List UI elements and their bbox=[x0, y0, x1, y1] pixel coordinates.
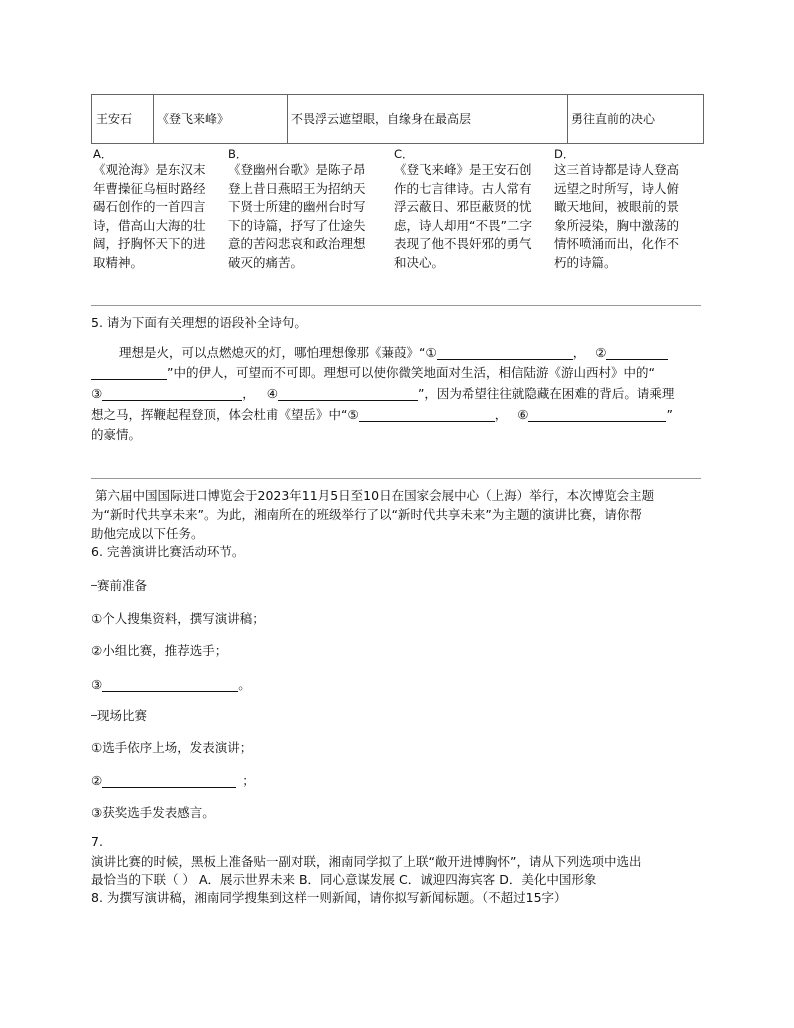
blank-2[interactable] bbox=[606, 345, 668, 360]
option-text-line: 虑，诗人却用“不畏”二字 bbox=[394, 217, 532, 233]
q5-line-1: 理想是火，可以点燃熄灭的灯，哪怕理想像那《蒹葭》“① ， ② bbox=[119, 343, 668, 361]
q6-pre-item-1: ①个人搜集资料，撰写演讲稿； bbox=[91, 611, 265, 626]
q6-live-item-2: ② ； bbox=[91, 773, 255, 788]
q7-line-1: 演讲比赛的时候，黑板上准备贴一副对联，湘南同学拟了上联“敞开进博胸怀”，请从下列选项中选出 bbox=[91, 854, 642, 869]
intro-line-2: 为“新时代共享未来”。为此，湘南所在的班级举行了以“新时代共享未来”为主题的演讲比赛，请你帮 bbox=[91, 507, 642, 522]
option-text-line: 下的诗篇，抒写了仕途失 bbox=[228, 217, 366, 233]
blank-4[interactable] bbox=[278, 386, 418, 401]
option-letter: C． bbox=[394, 147, 414, 161]
option-text-line: 《登幽州台歌》是陈子昂 bbox=[228, 162, 366, 177]
intro-line-3: 助他完成以下任务。 bbox=[91, 526, 204, 541]
option-text-line: 诗，借高山大海的壮 bbox=[93, 217, 206, 233]
option-text-line: 象所浸染，胸中激荡的 bbox=[554, 217, 680, 233]
q5-line-2: ”中的伊人，可望而不可即。理想可以使你微笑地面对生活，相信陆游《游山西村》中的“ bbox=[91, 363, 655, 381]
option-text-line: 年曹操征乌桓时路经 bbox=[93, 180, 206, 196]
blank-6[interactable] bbox=[528, 407, 666, 422]
option-d[interactable] bbox=[554, 148, 694, 272]
option-c[interactable] bbox=[394, 148, 550, 272]
q6-live-item-3: ③获奖选手发表感言。 bbox=[91, 805, 215, 820]
q6-pre-item-3: ③ 。 bbox=[91, 677, 251, 692]
option-letter: B． bbox=[228, 147, 248, 161]
option-text-line: 情怀喷涌而出，化作不 bbox=[554, 236, 680, 251]
option-text-line: 意的苦闷悲哀和政治理想 bbox=[228, 236, 366, 251]
option-text-line: 《登飞来峰》是王安石创 bbox=[394, 162, 532, 177]
poem-table-row bbox=[91, 94, 704, 144]
blank-3[interactable] bbox=[102, 386, 242, 401]
table-cell-meaning: 勇往直前的决心 bbox=[571, 112, 656, 126]
q7-line-2: 最恰当的下联（ ） A．展示世界未来 B．同心意谋发展 C．诚迎四海宾客 D．美化中国形象 bbox=[91, 872, 597, 887]
option-text-line: 下贤士所建的幽州台时写 bbox=[228, 199, 366, 214]
blank-5[interactable] bbox=[359, 407, 495, 422]
table-cell-author: 王安石 bbox=[92, 95, 154, 143]
q6-section-live: 现场比赛 bbox=[91, 706, 147, 724]
q5-line-5: 的豪情。 bbox=[91, 427, 142, 442]
blank-live-2[interactable] bbox=[102, 773, 236, 788]
option-text-line: 登上昔日燕昭王为招纳天 bbox=[228, 180, 366, 196]
option-text-line: 和决心。 bbox=[394, 254, 445, 270]
option-text-line: 《观沧海》是东汉末 bbox=[93, 162, 206, 177]
table-cell-title: 《登飞来峰》 bbox=[154, 95, 288, 143]
option-text-line: 破灭的痛苦。 bbox=[228, 254, 304, 270]
option-text-line: 浮云蔽日、邪臣蔽贤的忧 bbox=[394, 199, 532, 214]
q8-line-1: 8. 为撰写演讲稿，湘南同学搜集到这样一则新闻，请你拟写新闻标题。（不超过15字） bbox=[91, 890, 567, 905]
q6-section-pre: 赛前准备 bbox=[91, 576, 147, 594]
option-text-line: 这三首诗都是诗人登高 bbox=[554, 162, 680, 177]
option-text-line: 作的七言律诗。古人常有 bbox=[394, 180, 532, 196]
q5-line-4: 想之马，挥鞭起程登顶，体会杜甫《望岳》中“⑤ ， ⑥ ” bbox=[91, 407, 673, 422]
table-cell-line: 不畏浮云遮望眼，自缘身在最高层 bbox=[288, 95, 568, 143]
section-divider bbox=[91, 478, 701, 479]
q6-pre-item-2: ②小组比赛，推荐选手； bbox=[91, 643, 228, 658]
option-text-line: 朽的诗篇。 bbox=[554, 254, 617, 270]
option-text-line: 远望之时所写，诗人俯 bbox=[554, 180, 680, 196]
option-text-line: 阔，抒胸怀天下的进 bbox=[93, 236, 206, 251]
option-letter: D． bbox=[554, 147, 575, 161]
q5-stem: 5. 请为下面有关理想的语段补全诗句。 bbox=[91, 315, 307, 330]
option-text-line: 取精神。 bbox=[93, 254, 144, 270]
option-a[interactable] bbox=[93, 148, 223, 272]
option-letter: A． bbox=[93, 147, 113, 161]
blank-pre-3[interactable] bbox=[102, 677, 238, 692]
q6-stem: 6. 完善演讲比赛活动环节。 bbox=[91, 544, 245, 559]
option-text-line: 碣石创作的一首四言 bbox=[93, 199, 206, 214]
option-text-line: 瞰天地间，被眼前的景 bbox=[554, 199, 680, 214]
q7-number: 7. bbox=[91, 834, 103, 849]
blank-1[interactable] bbox=[437, 345, 573, 360]
q6-live-item-1: ①选手依序上场，发表演讲； bbox=[91, 740, 253, 755]
option-b[interactable] bbox=[228, 148, 388, 272]
q5-line-3: ③ ， ④ ”，因为希望往往就隐藏在困难的背后。请乘理 bbox=[91, 386, 675, 401]
option-text-line: 表现了他不畏奸邪的勇气 bbox=[394, 236, 532, 251]
intro-line-1: 第六届中国国际进口博览会于2023年11月5日至10日在国家会展中心（上海）举行，本次博览会主题 bbox=[95, 488, 655, 503]
section-divider bbox=[91, 305, 701, 306]
blank-2-cont[interactable] bbox=[91, 365, 167, 380]
